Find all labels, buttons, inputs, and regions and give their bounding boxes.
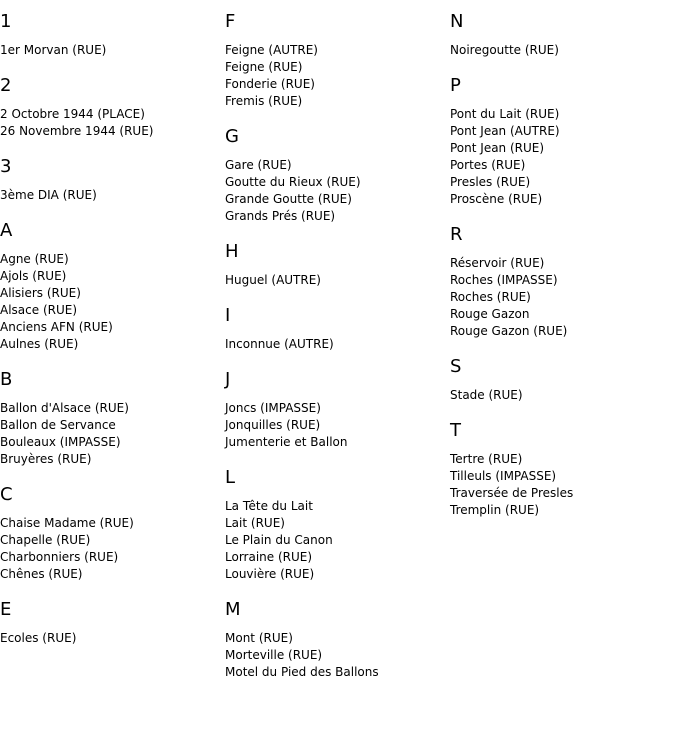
street-link-huguel-autre[interactable]: Huguel (AUTRE) <box>225 273 321 287</box>
street-link-proscene-rue[interactable]: Proscène (RUE) <box>450 192 543 206</box>
street-link-roches-impasse[interactable]: Roches (IMPASSE) <box>450 273 558 287</box>
street-item <box>225 498 450 515</box>
street-link-fremis-rue[interactable]: Fremis (RUE) <box>225 94 303 108</box>
letter-group-p <box>450 75 675 208</box>
street-link-feigne-autre[interactable]: Feigne (AUTRE) <box>225 43 318 57</box>
street-item <box>0 319 225 336</box>
street-link-motel-du-pied-des-ballons[interactable]: Motel du Pied des Ballons <box>225 665 379 679</box>
street-item <box>225 434 450 451</box>
street-item <box>450 191 675 208</box>
street-item <box>225 647 450 664</box>
street-item <box>450 140 675 157</box>
street-item <box>450 106 675 123</box>
letter-group-f <box>225 11 450 110</box>
street-link-chapelle-rue[interactable]: Chapelle (RUE) <box>0 533 91 547</box>
street-item <box>450 468 675 485</box>
street-link-reservoir-rue[interactable]: Réservoir (RUE) <box>450 256 545 270</box>
street-item <box>0 532 225 549</box>
street-link-portes-rue[interactable]: Portes (RUE) <box>450 158 526 172</box>
letter-group-t <box>450 420 675 519</box>
street-item <box>225 208 450 225</box>
letter-heading: L <box>225 467 236 488</box>
street-item <box>450 323 675 340</box>
letter-group-i <box>225 305 450 353</box>
letter-heading: E <box>0 599 12 620</box>
letter-heading: J <box>225 369 231 390</box>
street-item <box>0 285 225 302</box>
street-item <box>450 123 675 140</box>
letter-group-3 <box>0 156 225 204</box>
street-item <box>225 664 450 681</box>
street-item <box>450 272 675 289</box>
letter-heading: I <box>225 305 231 326</box>
street-link-inconnue-autre[interactable]: Inconnue (AUTRE) <box>225 337 334 351</box>
street-link-rouge-gazon-rue[interactable]: Rouge Gazon (RUE) <box>450 324 568 338</box>
street-link-lait-rue[interactable]: Lait (RUE) <box>225 516 285 530</box>
street-list <box>0 400 225 468</box>
street-item <box>0 336 225 353</box>
letter-heading: 3 <box>0 156 12 177</box>
street-item <box>450 387 675 404</box>
street-link-tertre-rue[interactable]: Tertre (RUE) <box>450 452 523 466</box>
street-item <box>0 106 225 123</box>
street-link-feigne-rue[interactable]: Feigne (RUE) <box>225 60 303 74</box>
street-link-ecoles-rue[interactable]: Ecoles (RUE) <box>0 631 77 645</box>
street-item <box>225 157 450 174</box>
street-item <box>0 123 225 140</box>
street-item <box>0 630 225 647</box>
street-link-mont-rue[interactable]: Mont (RUE) <box>225 631 293 645</box>
street-list <box>0 187 225 204</box>
letter-heading: 1 <box>0 11 12 32</box>
street-link-chaise-madame-rue[interactable]: Chaise Madame (RUE) <box>0 516 134 530</box>
letter-group-2 <box>0 75 225 140</box>
street-item <box>450 157 675 174</box>
street-item <box>450 42 675 59</box>
street-item <box>225 515 450 532</box>
letter-heading: M <box>225 599 241 620</box>
column-2 <box>225 0 450 697</box>
column-1 <box>0 0 225 663</box>
letter-group-h <box>225 241 450 289</box>
street-item <box>225 174 450 191</box>
letter-group-m <box>225 599 450 681</box>
street-item <box>0 515 225 532</box>
street-link-jumenterie-et-ballon[interactable]: Jumenterie et Ballon <box>225 435 348 449</box>
letter-heading: 2 <box>0 75 12 96</box>
street-link-tremplin-rue[interactable]: Tremplin (RUE) <box>450 503 540 517</box>
letter-group-g <box>225 126 450 225</box>
street-item <box>0 187 225 204</box>
street-link-goutte-du-rieux-rue[interactable]: Goutte du Rieux (RUE) <box>225 175 361 189</box>
street-item <box>450 485 675 502</box>
street-item <box>0 268 225 285</box>
street-link-jonquilles-rue[interactable]: Jonquilles (RUE) <box>225 418 321 432</box>
street-link-le-plain-du-canon[interactable]: Le Plain du Canon <box>225 533 333 547</box>
street-item <box>450 502 675 519</box>
street-list <box>450 42 675 59</box>
street-link-pont-du-lait-rue[interactable]: Pont du Lait (RUE) <box>450 107 560 121</box>
street-link-grande-goutte-rue[interactable]: Grande Goutte (RUE) <box>225 192 352 206</box>
street-link-stade-rue[interactable]: Stade (RUE) <box>450 388 523 402</box>
street-list <box>450 451 675 519</box>
street-link-noiregoutte-rue[interactable]: Noiregoutte (RUE) <box>450 43 559 57</box>
street-list <box>0 42 225 59</box>
letter-heading: R <box>450 224 463 245</box>
street-link-morteville-rue[interactable]: Morteville (RUE) <box>225 648 323 662</box>
street-item <box>0 451 225 468</box>
letter-group-l <box>225 467 450 583</box>
letter-heading: B <box>0 369 13 390</box>
street-link-louviere-rue[interactable]: Louvière (RUE) <box>225 567 315 581</box>
street-link-pont-jean-autre[interactable]: Pont Jean (AUTRE) <box>450 124 560 138</box>
street-item <box>225 42 450 59</box>
street-item <box>225 336 450 353</box>
street-item <box>0 549 225 566</box>
letter-group-b <box>0 369 225 468</box>
street-link-chenes-rue[interactable]: Chênes (RUE) <box>0 567 83 581</box>
street-item <box>225 400 450 417</box>
street-item <box>0 251 225 268</box>
letter-group-r <box>450 224 675 340</box>
street-item <box>450 306 675 323</box>
street-item <box>450 255 675 272</box>
street-item <box>0 42 225 59</box>
street-item <box>225 417 450 434</box>
street-link-alsace-rue[interactable]: Alsace (RUE) <box>0 303 78 317</box>
street-link-1er-morvan-rue[interactable]: 1er Morvan (RUE) <box>0 43 107 57</box>
street-list <box>450 106 675 208</box>
letter-group-a <box>0 220 225 353</box>
street-item <box>225 549 450 566</box>
street-link-pont-jean-rue[interactable]: Pont Jean (RUE) <box>450 141 545 155</box>
street-link-gare-rue[interactable]: Gare (RUE) <box>225 158 292 172</box>
street-link-presles-rue[interactable]: Presles (RUE) <box>450 175 531 189</box>
letter-heading: N <box>450 11 464 32</box>
street-list <box>225 157 450 225</box>
street-item <box>225 191 450 208</box>
street-item <box>225 59 450 76</box>
street-list <box>225 272 450 289</box>
street-item <box>225 566 450 583</box>
street-link-2-octobre-1944-place[interactable]: 2 Octobre 1944 (PLACE) <box>0 107 145 121</box>
street-item <box>225 76 450 93</box>
letter-group-s <box>450 356 675 404</box>
street-link-agne-rue[interactable]: Agne (RUE) <box>0 252 69 266</box>
street-item <box>0 417 225 434</box>
street-link-anciens-afn-rue[interactable]: Anciens AFN (RUE) <box>0 320 113 334</box>
street-link-bruyeres-rue[interactable]: Bruyères (RUE) <box>0 452 92 466</box>
street-item <box>225 532 450 549</box>
letter-heading: F <box>225 11 236 32</box>
letter-group-e <box>0 599 225 647</box>
street-link-aulnes-rue[interactable]: Aulnes (RUE) <box>0 337 79 351</box>
street-list <box>225 498 450 583</box>
street-link-traversee-de-presles[interactable]: Traversée de Presles <box>450 486 574 500</box>
street-link-lorraine-rue[interactable]: Lorraine (RUE) <box>225 550 313 564</box>
street-link-grands-pres-rue[interactable]: Grands Prés (RUE) <box>225 209 336 223</box>
letter-group-1 <box>0 11 225 59</box>
street-link-la-tete-du-lait[interactable]: La Tête du Lait <box>225 499 313 513</box>
street-link-rouge-gazon[interactable]: Rouge Gazon <box>450 307 530 321</box>
street-item <box>225 93 450 110</box>
letter-heading: H <box>225 241 239 262</box>
street-list <box>225 336 450 353</box>
street-link-ajols-rue[interactable]: Ajols (RUE) <box>0 269 67 283</box>
street-list <box>0 630 225 647</box>
street-link-ballon-de-servance[interactable]: Ballon de Servance <box>0 418 116 432</box>
street-list <box>225 630 450 681</box>
street-list <box>450 255 675 340</box>
street-link-alisiers-rue[interactable]: Alisiers (RUE) <box>0 286 81 300</box>
street-link-roches-rue[interactable]: Roches (RUE) <box>450 290 531 304</box>
street-item <box>0 400 225 417</box>
street-list <box>0 106 225 140</box>
street-item <box>225 630 450 647</box>
street-list <box>450 387 675 404</box>
street-item <box>450 174 675 191</box>
street-item <box>0 566 225 583</box>
street-item <box>0 434 225 451</box>
street-link-joncs-impasse[interactable]: Joncs (IMPASSE) <box>225 401 321 415</box>
street-item <box>450 289 675 306</box>
letter-heading: C <box>0 484 13 505</box>
street-link-ballon-d-alsace-rue[interactable]: Ballon d'Alsace (RUE) <box>0 401 129 415</box>
street-list <box>225 42 450 110</box>
letter-heading: P <box>450 75 461 96</box>
letter-heading: A <box>0 220 13 241</box>
letter-group-n <box>450 11 675 59</box>
street-link-fonderie-rue[interactable]: Fonderie (RUE) <box>225 77 315 91</box>
street-item <box>225 272 450 289</box>
street-link-tilleuls-impasse[interactable]: Tilleuls (IMPASSE) <box>450 469 557 483</box>
column-3 <box>450 0 675 535</box>
street-item <box>0 302 225 319</box>
street-link-3eme-dia-rue[interactable]: 3ème DIA (RUE) <box>0 188 97 202</box>
street-link-charbonniers-rue[interactable]: Charbonniers (RUE) <box>0 550 119 564</box>
street-list <box>225 400 450 451</box>
letter-group-j <box>225 369 450 451</box>
letter-group-c <box>0 484 225 583</box>
street-link-bouleaux-impasse[interactable]: Bouleaux (IMPASSE) <box>0 435 121 449</box>
letter-heading: G <box>225 126 239 147</box>
letter-heading: T <box>450 420 461 441</box>
street-item <box>450 451 675 468</box>
street-list <box>0 515 225 583</box>
street-list <box>0 251 225 353</box>
street-link-26-novembre-1944-rue[interactable]: 26 Novembre 1944 (RUE) <box>0 124 154 138</box>
letter-heading: S <box>450 356 462 377</box>
